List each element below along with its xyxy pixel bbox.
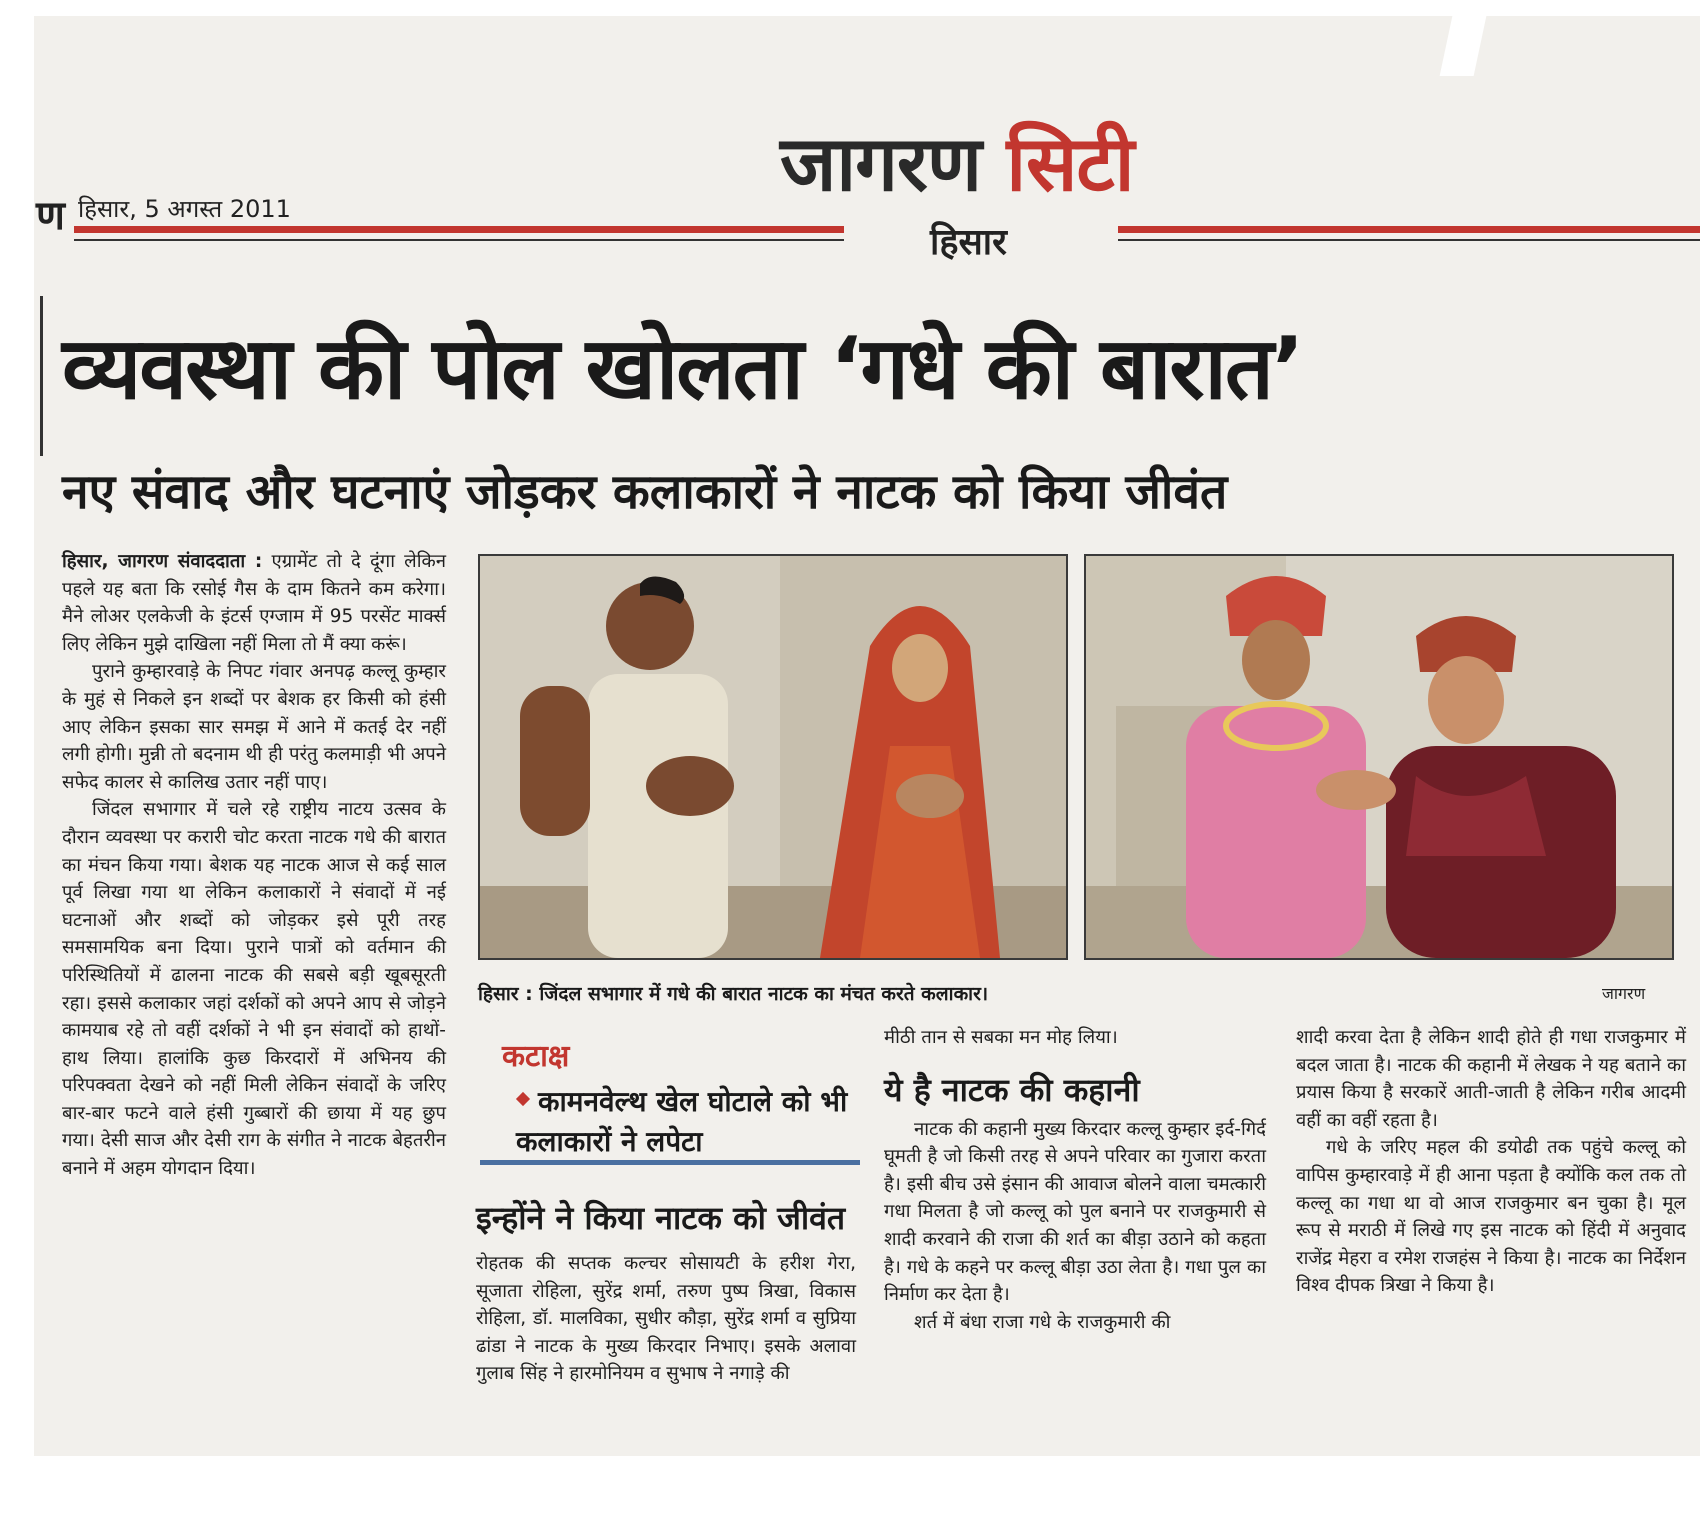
- article-column-1: [62, 548, 446, 1183]
- subheadline: नए संवाद और घटनाएं जोड़कर कलाकारों ने नाटक को किया जीवंत: [62, 464, 1228, 520]
- paragraph: शादी करवा देता है लेकिन शादी होते ही गधा राजकुमार में बदल जाता है। नाटक की कहानी में लेखक ने यह बताने का प्रयास किया है सरकारें आती-जाती है लेकिन गरीब आदमी वहीं का वहीं रहता है।: [1296, 1027, 1686, 1131]
- photo-credit: जागरण: [1602, 984, 1646, 1003]
- masthead-brand: [780, 119, 1134, 208]
- paragraph: नाटक की कहानी मुख्य किरदार कल्लू कुम्हार इर्द-गिर्द घूमती है जो किसी तरह से अपने परिवार का गुजारा करता है। इसी बीच उसे इंसान की आवाज बोलने वाला चमत्कारी गधा मिलता है जो कल्लू को पुल बनाने पर राजकुमारी से शादी करवाने की राजा की शर्त का बीड़ा उठाने को कहता है। गधे के कहने पर कल्लू बीड़ा उठा लेता है। गधा पुल का निर्माण कर देता है।: [884, 1118, 1266, 1306]
- kataksh-label: कटाक्ष: [502, 1039, 570, 1074]
- brand-name: जागरण: [780, 119, 981, 208]
- kataksh-divider: [480, 1160, 860, 1165]
- masthead-edge-letter: ण: [36, 193, 65, 239]
- paragraph: एग्रामेंट तो दे दूंगा लेकिन पहले यह बता कि रसोई गैस के दाम कितने कम करेगा। मैने लोअर एलकेजी के इंटर्स एग्जाम में 95 परसेंट मार्क्स लिए लेकिन मुझे दाखिला नहीं मिला तो मैं क्या करूं।: [62, 551, 446, 655]
- kataksh-text: कामनवेल्थ खेल घोटाले को भी कलाकारों ने लपेटा: [516, 1085, 848, 1158]
- paragraph: पुराने कुम्हारवाड़े के निपट गंवार अनपढ़ कल्लू कुम्हार के मुहं से निकले इन शब्दों पर बेशक हर किसी को हंसी आए लेकिन इसका सार समझ में आने में कतई देर नहीं लगी होगी। मुन्नी तो बदनाम थी ही परंतु कलमाड़ी भी अपने सफेद कालर से कालिख उतार नहीं पाए।: [62, 661, 446, 793]
- section-heading-cast: इन्होंने ने किया नाटक को जीवंत: [476, 1199, 846, 1237]
- paragraph: मीठी तान से सबका मन मोह लिया।: [884, 1027, 1118, 1048]
- article-column-3: [884, 1024, 1266, 1336]
- paragraph: शर्त में बंधा राजा गधे के राजकुमारी की: [914, 1311, 1171, 1333]
- photo-stage-scene-right: [1084, 554, 1674, 960]
- masthead-thin-rule-left: [74, 239, 844, 241]
- edition-name: हिसार: [930, 222, 1007, 263]
- paragraph: गधे के जरिए महल की डयोढी तक पहुंचे कल्लू को वापिस कुम्हारवाड़े में ही आना पड़ता है क्योंकि कल तक तो कल्लू का गधा था वो आज राजकुमार बन चुका है। मूल रूप से मराठी में लिखे गए इस नाटक को हिंदी में अनुवाद राजेंद्र मेहरा व रमेश राजहंस ने किया है। नाटक का निर्देशन विश्व दीपक त्रिखा ने किया है।: [1296, 1137, 1686, 1297]
- article-column-4: [1296, 1024, 1686, 1300]
- brand-city: सिटी: [1006, 119, 1134, 208]
- dateline: हिसार, 5 अगस्त 2011: [78, 195, 291, 223]
- paragraph: रोहतक की सप्तक कल्चर सोसायटी के हरीश गेरा, सूजाता रोहिला, सुरेंद्र शर्मा, तरुण पुष्प त्रिखा, विकास रोहिला, डॉ. मालविका, सुधीर कौड़ा, सुरेंद्र शर्मा व सुप्रिया ढांडा ने नाटक के मुख्य किरदार निभाए। इसके अलावा गुलाब सिंह ने हारमोनियम व सुभाष ने नगाड़े की: [476, 1253, 856, 1385]
- masthead-rule-left: [74, 226, 844, 233]
- margin-mark: [40, 296, 43, 456]
- headline: व्यवस्था की पोल खोलता ‘गधे की बारात’: [62, 319, 1303, 419]
- article-column-2: [476, 1250, 856, 1388]
- section-heading-story: ये है नाटक की कहानी: [884, 1070, 1140, 1109]
- photo-stage-scene-left: [478, 554, 1068, 960]
- byline: हिसार, जागरण संवाददाता :: [62, 551, 263, 572]
- paragraph: जिंदल सभागार में चले रहे राष्ट्रीय नाटय उत्सव के दौरान व्यवस्था पर करारी चोट करता नाटक गधे की बारात का मंचन किया गया। बेशक यह नाटक आज से कई साल पूर्व लिखा गया था लेकिन कलाकारों ने संवादों में नई घटनाओं और शब्दों को जोड़कर इसे पूरी तरह समसामयिक बना दिया। पुराने पात्रों को वर्तमान की परिस्थितियों में ढालना नाटक की सबसे बड़ी खूबसूरती रहा। इससे कलाकार जहां दर्शकों को अपने आप से जोड़ने कामयाब रहे तो वहीं दर्शकों ने भी इन संवादों को हाथों-हाथ लिया। हालांकि कुछ किरदारों में अभिनय की परिपक्वता देखने को नहीं मिली लेकिन संवादों के जरिए बार-बार फटने वाले हंसी गुब्बारों की छाया में यह छुप गया। देसी साज और देसी राग के संगीत ने नाटक बेहतरीन बनाने में अहम योगदान दिया।: [62, 799, 446, 1180]
- photo-caption: हिसार : जिंदल सभागार में गधे की बारात नाटक का मंचत करते कलाकार।: [478, 983, 989, 1005]
- masthead-thin-rule-right: [1118, 239, 1700, 241]
- masthead-rule-right: [1118, 226, 1700, 233]
